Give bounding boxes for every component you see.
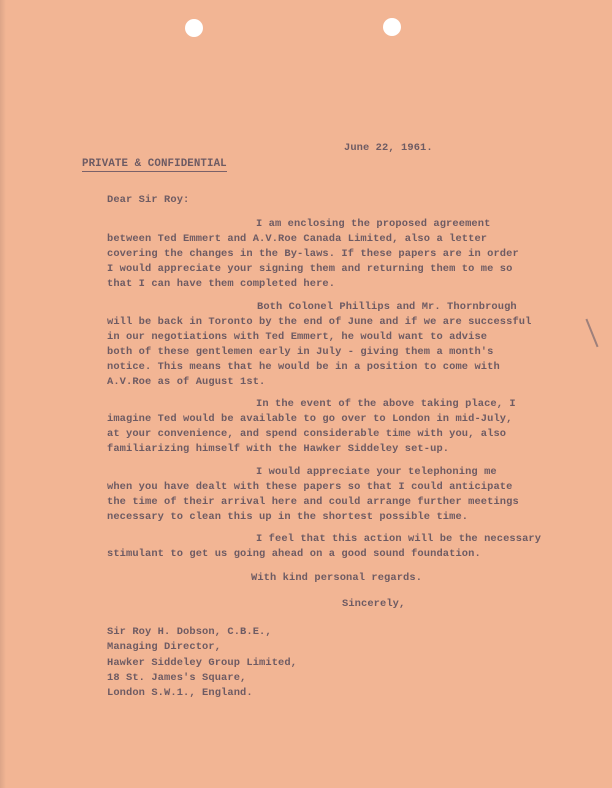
paragraph-line: I am enclosing the proposed agreement: [256, 218, 491, 230]
address-line: 18 St. James's Square,: [107, 671, 247, 684]
paragraph-line: will be back in Toronto by the end of June and if we are successful: [107, 316, 532, 328]
paragraph-line: covering the changes in the By-laws. If these papers are in order: [107, 248, 519, 260]
paragraph-line: both of these gentlemen early in July - giving them a month's: [107, 346, 494, 358]
paragraph-line: I would appreciate your telephoning me: [256, 466, 497, 478]
paragraph-line: stimulant to get us going ahead on a good sound foundation.: [107, 548, 481, 560]
paragraph-line: Both Colonel Phillips and Mr. Thornbrough: [257, 301, 517, 313]
closing-sign-off: Sincerely,: [342, 598, 406, 610]
margin-pencil-mark: [585, 319, 598, 347]
salutation: Dear Sir Roy:: [107, 194, 190, 206]
address-line: Managing Director,: [107, 641, 222, 654]
paragraph-line: the time of their arrival here and could arrange further meetings: [107, 496, 519, 508]
paragraph-line: I would appreciate your signing them and returning them to me so: [107, 263, 513, 275]
address-line: Hawker Siddeley Group Limited,: [107, 656, 298, 669]
paragraph-line: when you have dealt with these papers so that I could anticipate: [107, 481, 513, 493]
privacy-heading: PRIVATE & CONFIDENTIAL: [82, 158, 227, 170]
address-line: Sir Roy H. Dobson, C.B.E.,: [107, 626, 272, 638]
paragraph-line: In the event of the above taking place, I: [256, 398, 516, 410]
page-edge-shadow: [0, 0, 6, 788]
punch-hole-right: [383, 18, 401, 36]
paragraph-line: familiarizing himself with the Hawker Siddeley set-up.: [107, 443, 450, 455]
paragraph-line: between Ted Emmert and A.V.Roe Canada Limited, also a letter: [107, 233, 488, 245]
paragraph-line: that I can have them completed here.: [107, 278, 336, 290]
letter-date: June 22, 1961.: [344, 142, 433, 154]
closing-regards: With kind personal regards.: [251, 572, 423, 584]
paragraph-line: imagine Ted would be available to go over to London in mid-July,: [107, 413, 513, 425]
paragraph-line: I feel that this action will be the necessary: [256, 533, 542, 545]
paragraph-line: in our negotiations with Ted Emmert, he would want to advise: [107, 331, 488, 343]
paragraph-line: necessary to clean this up in the shortest possible time.: [107, 511, 469, 523]
paragraph-line: A.V.Roe as of August 1st.: [107, 376, 266, 388]
paragraph-line: notice. This means that he would be in a position to come with: [107, 361, 500, 373]
address-line: London S.W.1., England.: [107, 687, 253, 700]
paragraph-line: at your convenience, and spend considerable time with you, also: [107, 428, 507, 440]
recipient-address: [107, 625, 297, 701]
punch-hole-left: [185, 19, 203, 37]
